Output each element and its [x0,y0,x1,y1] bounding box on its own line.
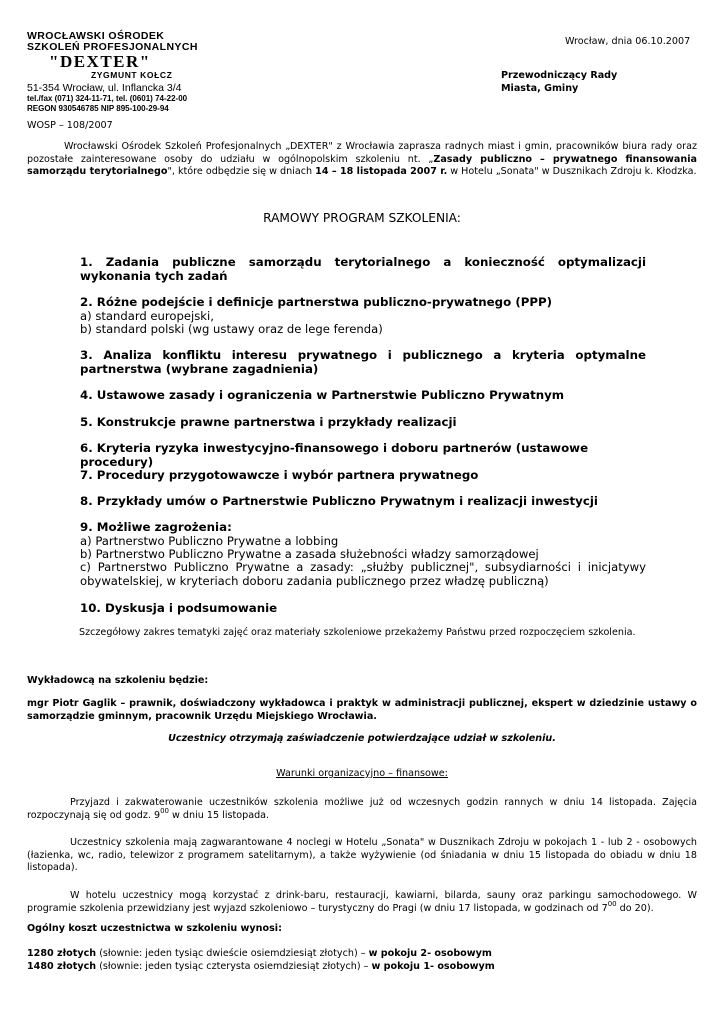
cost-room-type: w pokoju 2- osobowym [368,948,492,959]
reference-number: WOSP – 108/2007 [27,120,113,131]
arrival-paragraph [27,797,697,822]
conditions-title: Warunki organizacyjno – finansowe: [276,768,448,779]
program-title: RAMOWY PROGRAM SZKOLENIA: [263,211,461,225]
hotel-paragraph [27,890,697,915]
recipient [501,70,617,95]
cost-room-type: w pokoju 1- osobowym [371,960,495,972]
program-item-7 [80,469,646,483]
program-item-title: 10. Dyskusja i podsumowanie [80,601,278,615]
intro-paragraph [27,141,697,179]
cost-row [27,961,707,974]
letterhead-address: 51-354 Wrocław, ul. Inflancka 3/4 [27,82,182,94]
program-subitem: b) Partnerstwo Publiczno Prywatne a zasada służebności władzy samorządowej [80,547,539,561]
recipient-line2: Miasta, Gminy [501,82,579,94]
details-note: Szczegółowy zakres tematyki zajęć oraz materiały szkoleniowe przekażemy Państwu przed rozpoczęciem szkolenia. [79,627,636,638]
letterhead-regon: REGON 930546785 NIP 895-100-29-94 [27,103,169,113]
lodging-paragraph: Uczestnicy szkolenia mają zagwarantowane 4 noclegi w Hotelu „Sonata" w Dusznikach Zdroju w pokojach 1 - lub 2 - osobowych (łazienka, wc, radio, telewizor z programem satelitarnym), a także wyżywienie (od śniadania w dniu 15 listopada do obiadu w dniu 18 listopada). [27,837,697,873]
intro-text-3: w Hotelu „Sonata" w Dusznikach Zdroju k. Kłodzka. [447,166,697,177]
letterhead-phone: tel./fax (071) 324-11-71, tel. (0601) 74-22-00 [27,94,188,103]
certificate-note: Uczestnicy otrzymają zaświadczenie potwierdzające udział w szkoleniu. [168,733,556,744]
cost-words: (słownie: jeden tysiąc dwieście osiemdziesiąt złotych) – [96,948,369,959]
program-item-9 [80,521,646,588]
program-item-3 [80,349,646,376]
letterhead [27,31,237,113]
intro-text-2: ", które odbędzie się w dniach [167,166,316,177]
program-item-10 [80,602,646,616]
cost-words: (słownie: jeden tysiąc czterysta osiemdziesiąt złotych) – [96,960,372,972]
program-item-title: 2. Różne podejście i definicje partnerstwa publiczno-prywatnego (PPP) [80,295,553,309]
hotel-text-2: do 20). [616,902,654,914]
program-subitem: c) Partnerstwo Publiczno Prywatne a zasady: „służby publicznej", subsydiarności i inicjatywy obywatelskiej, w kryteriach doboru zadania publicznego przez władzę publiczną) [80,560,646,588]
program-item-title: 7. Procedury przygotowawcze i wybór partnera prywatnego [80,468,479,482]
program-item-8 [80,495,646,509]
cost-list [27,948,707,973]
letterhead-owner: ZYGMUNT KOŁCZ [91,70,173,80]
program-item-title: 4. Ustawowe zasady i ograniczenia w Partnerstwie Publiczno Prywatnym [80,388,565,402]
arrival-time-minutes: 00 [160,806,169,815]
letterhead-line2: SZKOLEŃ PROFESJONALNYCH [27,41,198,53]
program-item-title: 6. Kryteria ryzyka inwestycyjno-finansowego i doboru partnerów (ustawowe procedury) [80,441,589,469]
training-dates: 14 – 18 listopada 2007 r. [315,166,448,177]
lecturer-heading: Wykładowcą na szkoleniu będzie: [27,675,209,686]
cost-heading: Ogólny koszt uczestnictwa w szkoleniu wynosi: [27,923,282,934]
program-item-2 [80,296,646,336]
arrival-text-2: w dniu 15 listopada. [168,809,270,821]
cost-row [27,948,707,961]
program-subitem: a) standard europejski, [80,308,214,323]
program-item-6 [80,442,646,469]
program-subitem: a) Partnerstwo Publiczno Prywatne a lobbing [80,533,339,548]
program-item-title: 3. Analiza konfliktu interesu prywatnego i publicznego a kryteria optymalne partnerstwa (wybrane zagadnienia) [80,348,646,376]
letterhead-brand: "DEXTER" [49,52,151,71]
program-item-5 [80,416,646,430]
program-item-title: 5. Konstrukcje prawne partnerstwa i przykłady realizacji [80,415,457,429]
cost-amount: 1480 złotych [27,960,97,972]
program-item-title: 1. Zadania publiczne samorządu terytorialnego a konieczność optymalizacji wykonania tych zadań [80,255,646,283]
training-topic: Zasady publiczno – prywatnego finansowania samorządu terytorialnego [27,153,697,177]
hotel-text-1: W hotelu uczestnicy mogą korzystać z drink-baru, restauracji, kawiarni, bilarda, sauny oraz parkingu samochodowego. W programie szkolenia przewidziany jest wyjazd szkoleniowo – turystyczny do Pragi (w dniu 17 listopada, w godzinach od 7 [27,890,697,914]
recipient-line1: Przewodniczący Rady [501,70,618,81]
cost-amount: 1280 złotych [27,948,97,959]
program-subitem: b) standard polski (wg ustawy oraz de lege ferenda) [80,322,383,336]
program-item-1 [80,256,646,283]
program-item-4 [80,389,646,403]
intro-text-1: Wrocławski Ośrodek Szkoleń Profesjonalnych „DEXTER" z Wrocławia zaprasza radnych miast i gmin, pracowników biura rady oraz pozostałe zainteresowane osoby do udziału w ogólnopolskim szkoleniu nt. „ [27,141,697,165]
trip-time-minutes: 00 [607,899,617,908]
program-item-title: 9. Możliwe zagrożenia: [80,520,232,534]
lecturer-description: mgr Piotr Gaglik – prawnik, doświadczony wykładowca i praktyk w administracji publicznej, ekspert w dziedzinie ustawy o samorządzie gminnym, pracownik Urzędu Miejskiego Wrocławia. [27,698,697,722]
date-place: Wrocław, dnia 06.10.2007 [565,36,691,47]
arrival-text-1: Przyjazd i zakwaterowanie uczestników szkolenia możliwe już od wczesnych godzin rannych w dniu 14 listopada. Zajęcia rozpoczynają się od godz. 9 [27,797,697,821]
program-item-title: 8. Przykłady umów o Partnerstwie Publiczno Prywatnym i realizacji inwestycji [80,494,598,508]
letterhead-line1: WROCŁAWSKI OŚRODEK [27,30,165,42]
